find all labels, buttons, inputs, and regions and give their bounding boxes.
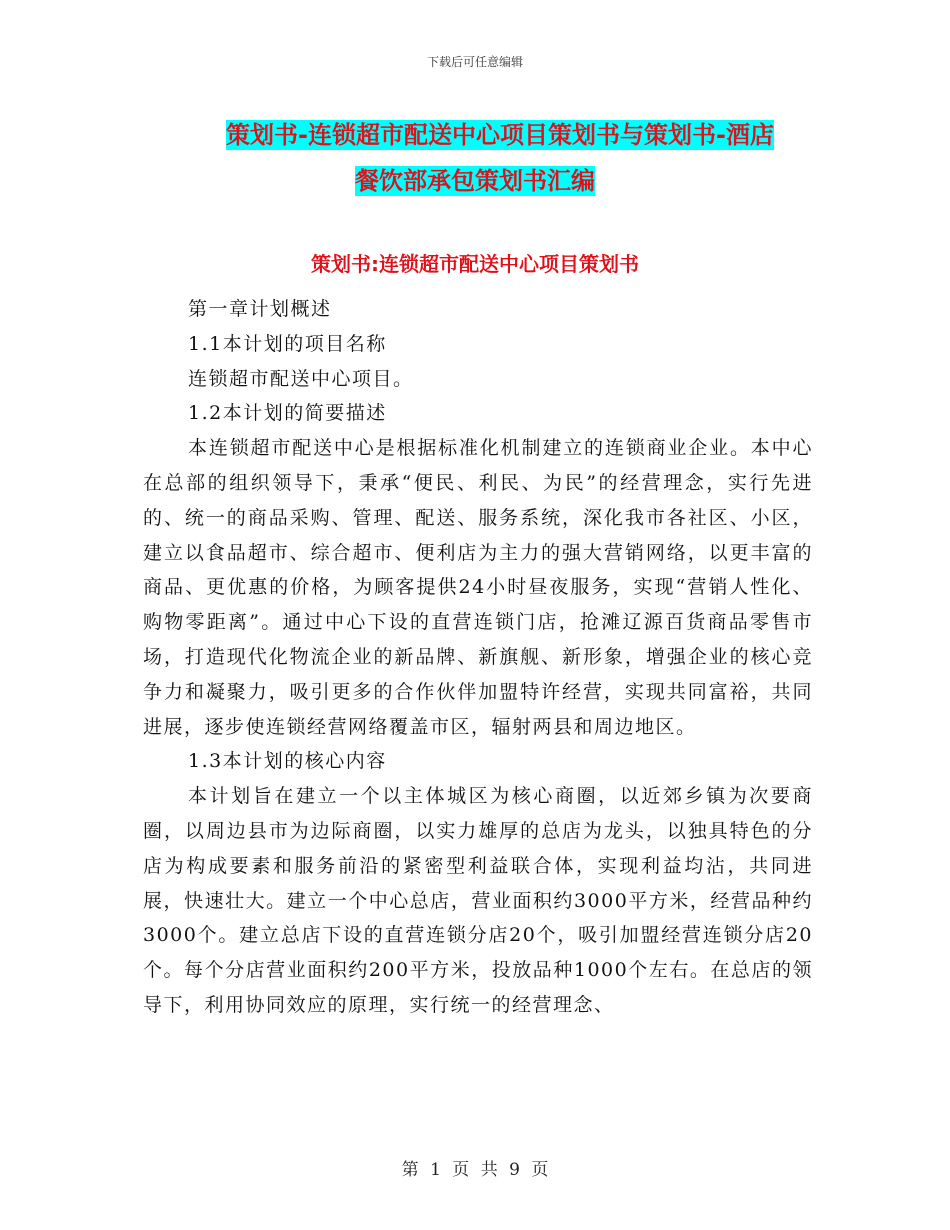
- title-line-1: 策划书-连锁超市配送中心项目策划书与策划书-酒店: [226, 121, 774, 149]
- body-paragraph: 连锁超市配送中心项目。: [188, 367, 414, 390]
- chapter-heading: 第一章计划概述: [188, 298, 332, 320]
- subsection-heading: 1.3本计划的核心内容: [188, 750, 387, 773]
- subsection-heading: 1.1本计划的项目名称: [188, 332, 387, 355]
- section-title: 策划书:连锁超市配送中心项目策划书: [311, 252, 639, 276]
- body-paragraph: 本计划旨在建立一个以主体城区为核心商圈，以近郊乡镇为次要商圈，以周边县市为边际商圈，以实力雄厚的总店为龙头，以独具特色的分店为构成要素和服务前沿的紧密型利益联合体，实现利益均沾，共同进展，快速壮大。建立一个中心总店，营业面积约3000平方米，经营品种约3000个。建立总店下设的直营连锁分店20个，吸引加盟经营连锁分店20个。每个分店营业面积约200平方米，投放品种1000个左右。在总店的领导下，利用协同效应的原理，实行统一的经营理念、: [143, 785, 813, 1016]
- title-line-2: 餐饮部承包策划书汇编: [355, 167, 595, 195]
- document-body: [143, 292, 813, 1023]
- body-paragraph: 本连锁超市配送中心是根据标准化机制建立的连锁商业企业。本中心在总部的组织领导下，秉承“便民、利民、为民”的经营理念，实行先进的、统一的商品采购、管理、配送、服务系统，深化我市各社区、小区，建立以食品超市、综合超市、便利店为主力的强大营销网络，以更丰富的商品、更优惠的价格，为顾客提供24小时昼夜服务，实现“营销人性化、购物零距离”。通过中心下设的直营连锁门店，抢滩辽源百货商品零售市场，打造现代化物流企业的新品牌、新旗舰、新形象，增强企业的核心竞争力和凝聚力，吸引更多的合作伙伴加盟特许经营，实现共同富裕，共同进展，逐步使连锁经营网络覆盖市区，辐射两县和周边地区。: [143, 437, 813, 738]
- header-note: 下载后可任意编辑: [426, 55, 523, 69]
- document-title: [0, 112, 950, 204]
- subsection-heading: 1.2本计划的简要描述: [188, 402, 387, 425]
- page-footer: 第 1 页 共 9 页: [401, 1160, 549, 1180]
